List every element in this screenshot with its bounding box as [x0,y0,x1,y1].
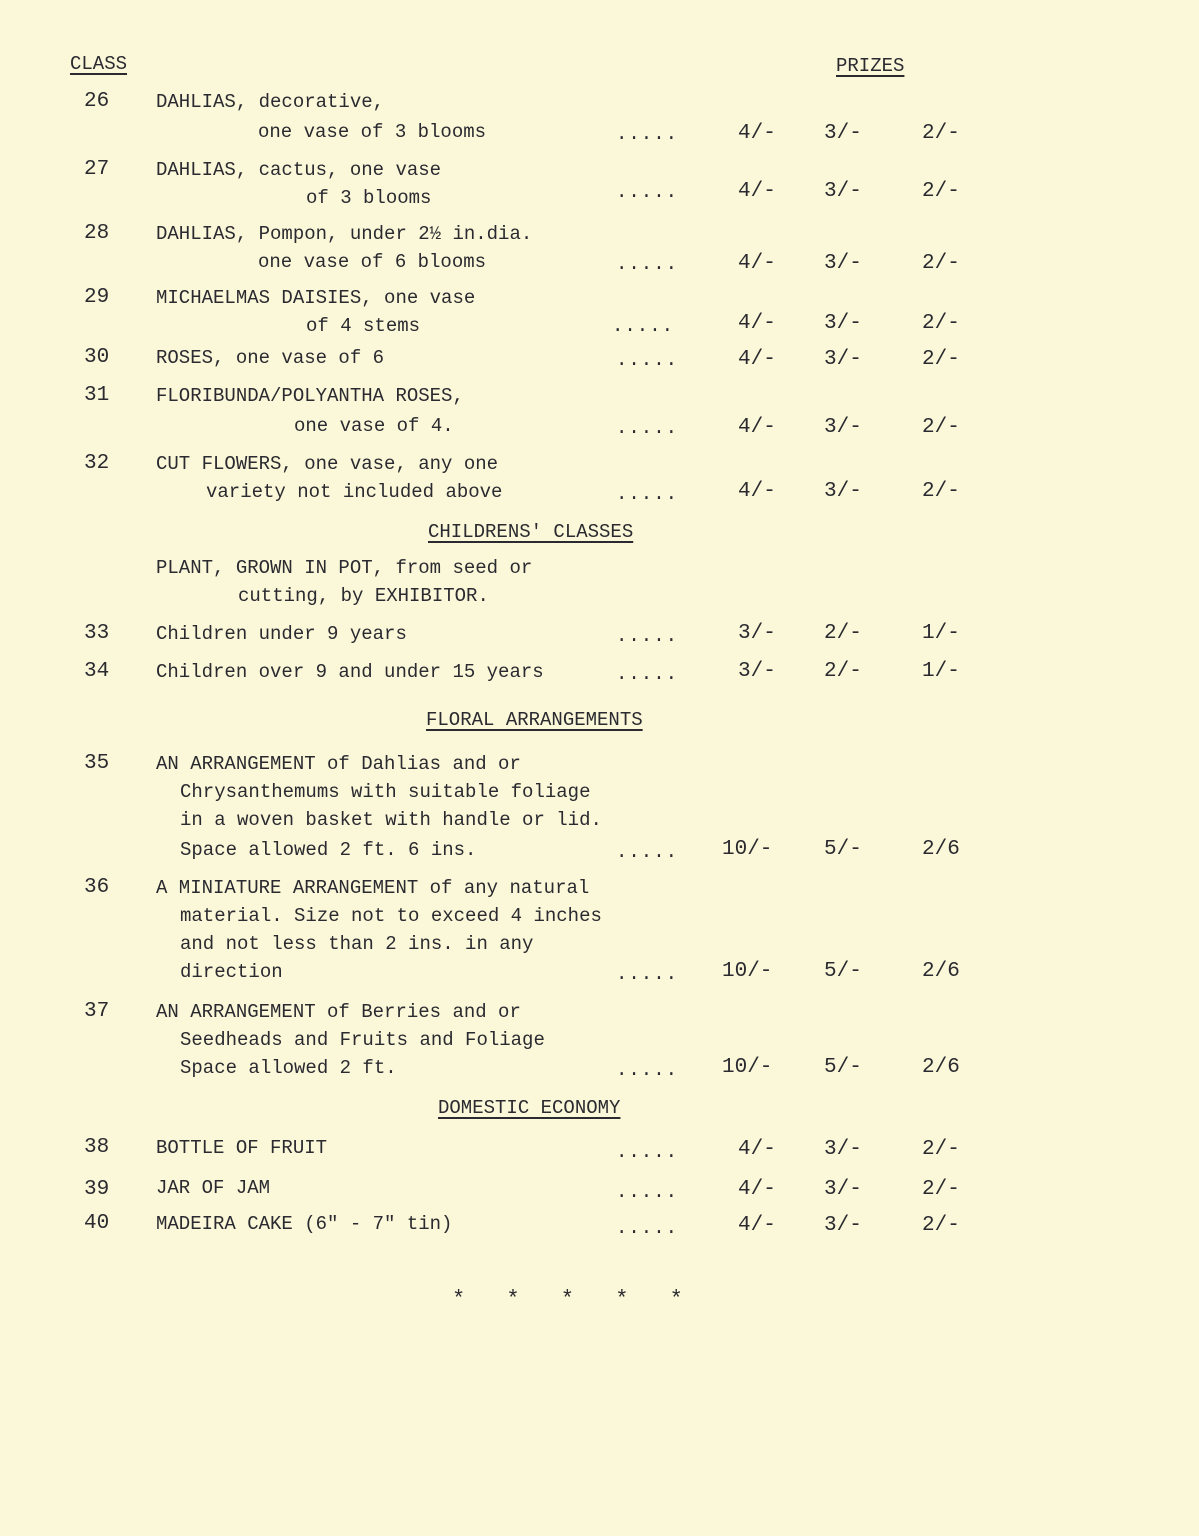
second-prize: 3/- [824,312,862,335]
section-heading-floral: FLORAL ARRANGEMENTS [426,709,643,731]
first-prize: 10/- [722,960,773,983]
class-description: and not less than 2 ins. in any [180,933,534,955]
class-description: material. Size not to exceed 4 inches [180,905,602,927]
class-description: Seedheads and Fruits and Foliage [180,1029,545,1051]
second-prize: 5/- [824,838,862,861]
class-description: AN ARRANGEMENT of Berries and or [156,1001,521,1023]
second-prize: 3/- [824,252,862,275]
leader-dots: ..... [616,1059,679,1081]
second-prize: 2/- [824,660,862,683]
class-description: of 3 blooms [306,187,432,209]
leader-dots: ..... [616,417,679,439]
class-description: one vase of 3 blooms [258,121,487,143]
first-prize: 4/- [738,312,776,335]
third-prize: 2/- [922,122,960,145]
class-description: one vase of 4. [294,415,454,437]
third-prize: 1/- [922,660,960,683]
class-description: Space allowed 2 ft. [180,1057,397,1079]
first-prize: 4/- [738,1178,776,1201]
leader-dots: ..... [616,663,679,685]
first-prize: 4/- [738,122,776,145]
second-prize: 3/- [824,348,862,371]
third-prize: 1/- [922,622,960,645]
class-number: 32 [84,452,110,475]
third-prize: 2/- [922,416,960,439]
section-note: PLANT, GROWN IN POT, from seed or [156,557,533,579]
leader-dots: ..... [616,1141,679,1163]
second-prize: 3/- [824,416,862,439]
third-prize: 2/6 [922,1056,960,1079]
leader-dots: ..... [616,1217,679,1239]
third-prize: 2/- [922,1214,960,1237]
class-description: Children under 9 years [156,623,407,645]
class-heading: CLASS [70,53,128,75]
section-heading-domestic: DOMESTIC ECONOMY [438,1097,621,1119]
leader-dots: ..... [616,349,679,371]
first-prize: 4/- [738,1138,776,1161]
class-description: MADEIRA CAKE (6" - 7" tin) [156,1213,453,1235]
leader-dots: ..... [616,841,679,863]
class-description: ROSES, one vase of 6 [156,347,385,369]
class-number: 31 [84,384,110,407]
class-description: variety not included above [206,481,503,503]
class-description: CUT FLOWERS, one vase, any one [156,453,499,475]
prizes-heading: PRIZES [836,55,905,77]
class-description: one vase of 6 blooms [258,251,487,273]
second-prize: 3/- [824,122,862,145]
first-prize: 4/- [738,480,776,503]
third-prize: 2/- [922,252,960,275]
first-prize: 4/- [738,416,776,439]
section-note: cutting, by EXHIBITOR. [238,585,489,607]
class-description: BOTTLE OF FRUIT [156,1137,328,1159]
footer-stars: * * * * * [452,1287,697,1312]
leader-dots: ..... [616,963,679,985]
third-prize: 2/- [922,480,960,503]
class-description: DAHLIAS, decorative, [156,91,385,113]
first-prize: 4/- [738,252,776,275]
class-number: 30 [84,346,110,369]
second-prize: 2/- [824,622,862,645]
class-description: in a woven basket with handle or lid. [180,809,602,831]
leader-dots: ..... [616,123,679,145]
first-prize: 4/- [738,1214,776,1237]
leader-dots: ..... [616,181,679,203]
class-number: 36 [84,876,110,899]
class-description: A MINIATURE ARRANGEMENT of any natural [156,877,590,899]
class-number: 26 [84,90,110,113]
class-number: 34 [84,660,110,683]
class-number: 38 [84,1136,110,1159]
class-description: of 4 stems [306,315,421,337]
second-prize: 3/- [824,180,862,203]
class-number: 40 [84,1212,110,1235]
second-prize: 3/- [824,1178,862,1201]
leader-dots: ..... [612,315,675,337]
class-number: 39 [84,1178,110,1201]
class-number: 35 [84,752,110,775]
first-prize: 10/- [722,1056,773,1079]
class-description: AN ARRANGEMENT of Dahlias and or [156,753,521,775]
leader-dots: ..... [616,1181,679,1203]
class-number: 29 [84,286,110,309]
class-description: MICHAELMAS DAISIES, one vase [156,287,476,309]
class-number: 37 [84,1000,110,1023]
class-description: FLORIBUNDA/POLYANTHA ROSES, [156,385,464,407]
class-description: direction [180,961,283,983]
second-prize: 3/- [824,480,862,503]
second-prize: 5/- [824,960,862,983]
first-prize: 3/- [738,622,776,645]
first-prize: 4/- [738,348,776,371]
third-prize: 2/- [922,180,960,203]
second-prize: 3/- [824,1214,862,1237]
second-prize: 3/- [824,1138,862,1161]
class-description: Chrysanthemums with suitable foliage [180,781,591,803]
class-number: 33 [84,622,110,645]
second-prize: 5/- [824,1056,862,1079]
first-prize: 4/- [738,180,776,203]
third-prize: 2/- [922,1178,960,1201]
first-prize: 10/- [722,838,773,861]
third-prize: 2/6 [922,960,960,983]
class-number: 28 [84,222,110,245]
leader-dots: ..... [616,625,679,647]
first-prize: 3/- [738,660,776,683]
class-description: Children over 9 and under 15 years [156,661,544,683]
class-description: JAR OF JAM [156,1177,271,1199]
class-number: 27 [84,158,110,181]
section-heading-childrens: CHILDRENS' CLASSES [428,521,634,543]
third-prize: 2/- [922,348,960,371]
third-prize: 2/- [922,312,960,335]
third-prize: 2/6 [922,838,960,861]
leader-dots: ..... [616,483,679,505]
leader-dots: ..... [616,253,679,275]
class-description: Space allowed 2 ft. 6 ins. [180,839,477,861]
class-description: DAHLIAS, cactus, one vase [156,159,442,181]
class-description: DAHLIAS, Pompon, under 2½ in.dia. [156,223,533,245]
third-prize: 2/- [922,1138,960,1161]
